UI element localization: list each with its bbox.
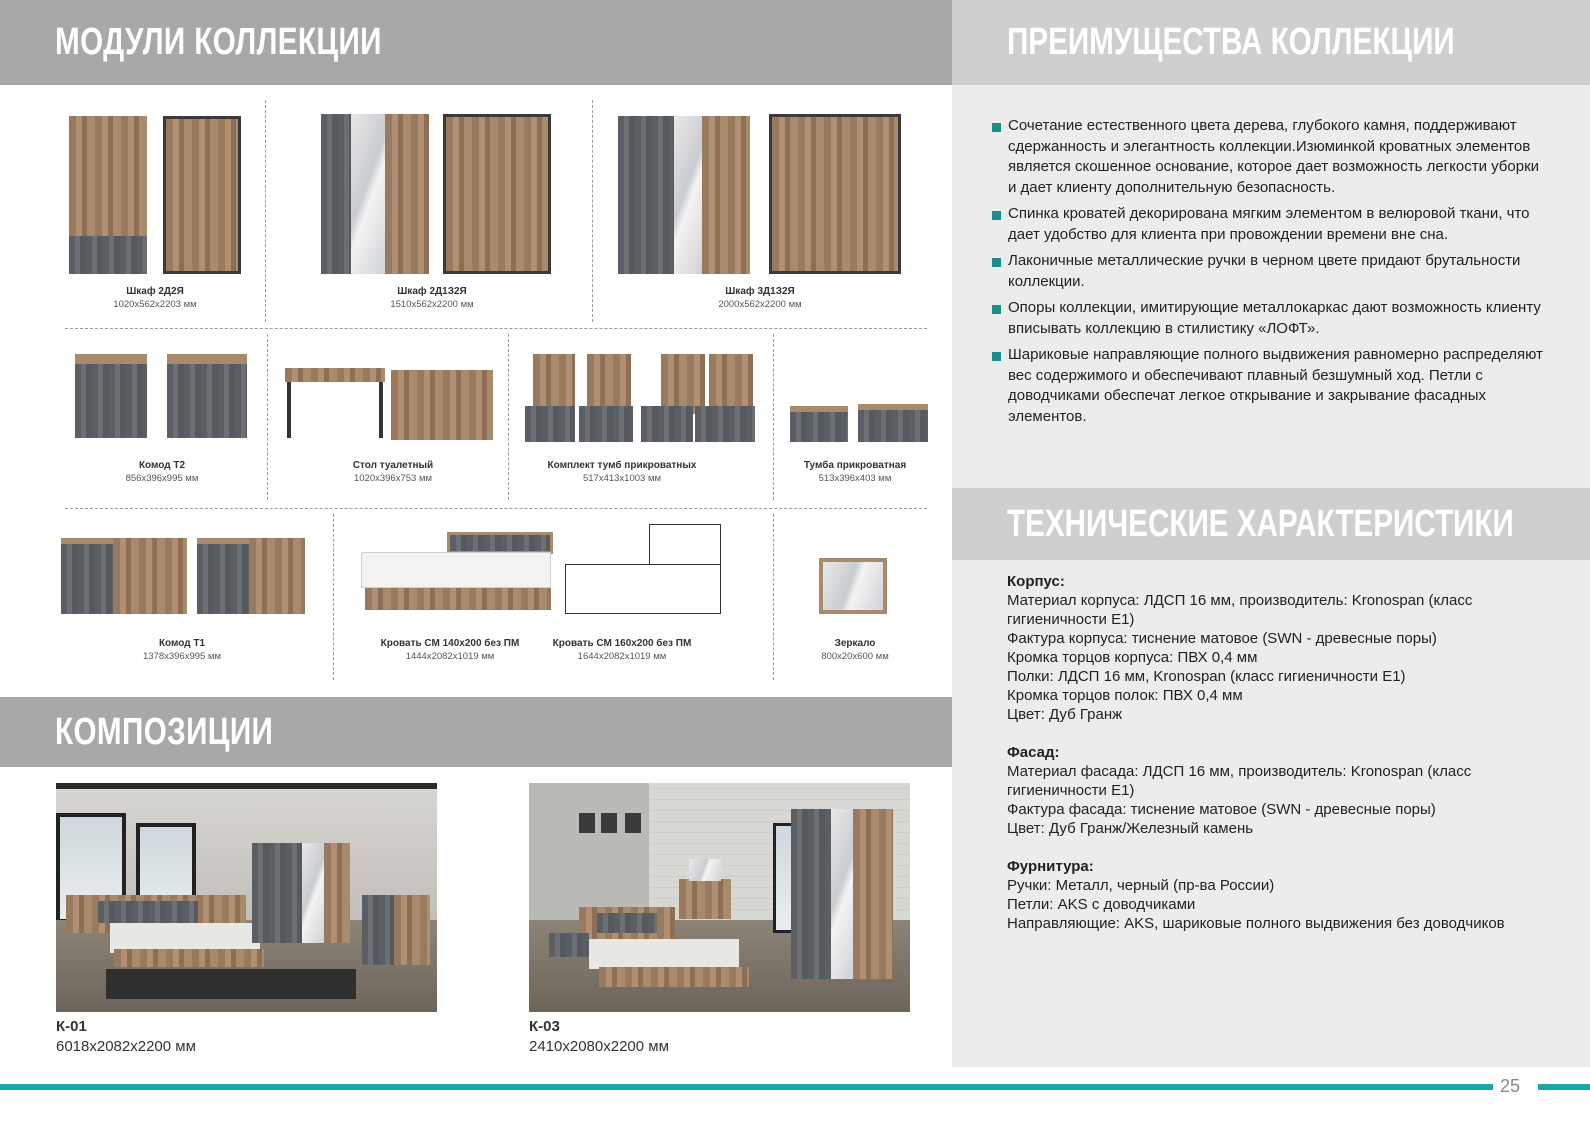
bed-headboard-image	[447, 532, 553, 554]
col-divider	[508, 334, 509, 500]
modules-header: МОДУЛИ КОЛЛЕКЦИИ	[0, 0, 952, 85]
advantage-item: Спинка кроватей декорирована мягким элементом в велюровой ткани, что дает удобство для клиента при провождении времени вне сна.	[990, 204, 1550, 245]
module-card	[537, 638, 707, 662]
modules-grid	[55, 98, 927, 688]
dresser-t2-image	[75, 354, 147, 438]
row-divider	[65, 328, 927, 329]
composition-label: К-03	[529, 1018, 560, 1035]
footer-accent-line	[0, 1084, 1493, 1090]
page-number: 25	[1500, 1076, 1521, 1096]
col-divider	[333, 514, 334, 680]
bullet-icon	[992, 258, 1001, 267]
spec-line: Материал фасада: ЛДСП 16 мм, производитель: Kronospan (класс гигиеничности Е1)	[1007, 763, 1472, 799]
wardrobe-3d1z2ya-image	[618, 116, 674, 274]
module-card	[323, 460, 463, 484]
module-dims: 856x396x995 мм	[125, 473, 199, 484]
vanity-table-image	[285, 368, 385, 382]
module-card	[117, 638, 247, 662]
bullet-icon	[992, 305, 1001, 314]
col-divider	[267, 334, 268, 500]
bed-mattress-image	[361, 552, 551, 588]
col-divider	[773, 334, 774, 500]
module-dims: 1020x396x753 мм	[353, 473, 433, 484]
bed-base-image	[365, 588, 551, 610]
module-name: Кровать СМ 140х200 без ПМ	[380, 638, 520, 649]
nightstand-set-image	[709, 354, 753, 414]
dresser-t1-open-image	[113, 538, 187, 614]
module-dims: 1510x562x2200 мм	[390, 299, 474, 310]
nightstand-set-image	[661, 354, 705, 414]
spec-line: Фактура фасада: тиснение матовое (SWN - древесные поры)	[1007, 801, 1436, 818]
module-card	[790, 460, 920, 484]
spec-line: Фактура корпуса: тиснение матовое (SWN - древесные поры)	[1007, 630, 1437, 647]
spec-line: Цвет: Дуб Гранж/Железный камень	[1007, 820, 1254, 837]
nightstand-image	[695, 406, 755, 442]
spec-line: Кромка торцов корпуса: ПВХ 0,4 мм	[1007, 649, 1258, 666]
dresser-t2-open-image	[167, 354, 247, 438]
mirror-door-image	[674, 116, 702, 274]
advantage-item: Сочетание естественного цвета дерева, глубокого камня, поддерживают сдержанность и элегантность коллекции.Изюминкой кроватных элементов является скошенное основание, которое дает возможность легкости уборки и дает клиенту дополнительную безопасность.	[990, 116, 1550, 198]
furnitura-title: Фурнитура:	[1007, 858, 1094, 875]
module-card	[365, 638, 535, 662]
spec-line: Полки: ЛДСП 16 мм, Kronospan (класс гигиеничности Е1)	[1007, 668, 1406, 685]
bullet-icon	[992, 123, 1001, 132]
footer-accent-line	[1538, 1084, 1590, 1090]
module-name: Комод Т1	[158, 638, 206, 649]
composition-dims: 2410x2080x2200 мм	[529, 1038, 669, 1055]
module-card	[90, 286, 220, 310]
wardrobe-open-image	[443, 114, 551, 274]
spec-line: Петли: AKS с доводчиками	[1007, 896, 1196, 913]
bedside-table-open-image	[858, 404, 928, 442]
module-dims: 1644x2082x1019 мм	[577, 651, 667, 662]
spec-line: Направляющие: AKS, шариковые полного выдвижения без доводчиков	[1007, 915, 1505, 932]
module-name: Кровать СМ 160х200 без ПМ	[552, 638, 692, 649]
wardrobe-2d2ya-image	[69, 116, 147, 236]
bullet-icon	[992, 211, 1001, 220]
tech-specs	[1007, 572, 1567, 933]
module-name: Зеркало	[834, 638, 876, 649]
module-card	[695, 286, 825, 310]
module-card	[790, 638, 920, 662]
col-divider	[265, 100, 266, 322]
tech-header: ТЕХНИЧЕСКИЕ ХАРАКТЕРИСТИКИ	[952, 488, 1590, 560]
mirror-door-image	[351, 114, 385, 274]
module-dims: 513x396x403 мм	[818, 473, 892, 484]
module-name: Комплект тумб прикроватных	[547, 460, 697, 471]
module-dims: 1444x2082x1019 мм	[405, 651, 495, 662]
composition-k01-photo	[56, 783, 437, 1012]
advantages-list	[990, 116, 1550, 433]
module-name: Шкаф 2Д1З2Я	[397, 286, 467, 297]
module-name: Шкаф 2Д2Я	[126, 286, 184, 297]
table-leg	[379, 382, 383, 438]
col-divider	[592, 100, 593, 322]
bed-frame-slats-drawing	[565, 564, 721, 614]
bullet-icon	[992, 352, 1001, 361]
col-divider	[773, 514, 774, 680]
bedside-table-image	[790, 406, 848, 442]
wardrobe-open-image	[769, 114, 901, 274]
row-divider	[65, 508, 927, 509]
korpus-title: Корпус:	[1007, 573, 1065, 590]
vanity-table-open-image	[391, 370, 493, 440]
advantage-item: Лаконичные металлические ручки в черном цвете придают брутальности коллекции.	[990, 251, 1550, 292]
composition-dims: 6018x2082x2200 мм	[56, 1038, 196, 1055]
module-name: Шкаф 3Д1З2Я	[725, 286, 795, 297]
module-card	[367, 286, 497, 310]
spec-line: Материал корпуса: ЛДСП 16 мм, производитель: Kronospan (класс гигиеничности Е1)	[1007, 592, 1473, 628]
module-card	[97, 460, 227, 484]
spec-line: Ручки: Металл, черный (пр-ва России)	[1007, 877, 1275, 894]
module-card	[547, 460, 697, 484]
module-name: Тумба прикроватная	[803, 460, 907, 471]
module-name: Комод Т2	[138, 460, 186, 471]
advantage-item: Шариковые направляющие полного выдвижения равномерно распределяют вес содержимого и обеспечивают плавный безшумный ход. Петли с доводчиками обеспечат легкое открывание и закрывание фасадных элементов.	[990, 345, 1550, 427]
wood-door-image	[385, 114, 429, 274]
spec-line: Кромка торцов полок: ПВХ 0,4 мм	[1007, 687, 1243, 704]
table-leg	[287, 382, 291, 438]
mirror-image	[819, 558, 887, 614]
advantage-item: Опоры коллекции, имитирующие металлокаркас дают возможность клиенту вписывать коллекцию в стилистику «ЛОФТ».	[990, 298, 1550, 339]
nightstand-image	[579, 406, 633, 442]
module-dims: 2000x562x2200 мм	[718, 299, 802, 310]
advantages-header: ПРЕИМУЩЕСТВА КОЛЛЕКЦИИ	[952, 0, 1590, 85]
module-dims: 800x20x600 мм	[821, 651, 889, 662]
wood-door-image	[702, 116, 750, 274]
module-dims: 1020x562x2203 мм	[113, 299, 197, 310]
module-dims: 1378x396x995 мм	[142, 651, 222, 662]
nightstand-set-image	[533, 354, 575, 414]
compositions-header: КОМПОЗИЦИИ	[0, 697, 952, 767]
nightstand-set-image	[587, 354, 631, 414]
nightstand-image	[525, 406, 575, 442]
wardrobe-open-image	[163, 116, 241, 274]
dresser-t1-wood-image	[249, 538, 305, 614]
spec-line: Цвет: Дуб Гранж	[1007, 706, 1123, 723]
composition-k03-photo	[529, 783, 910, 1012]
composition-label: К-01	[56, 1018, 87, 1035]
nightstand-image	[641, 406, 693, 442]
module-name: Стол туалетный	[352, 460, 434, 471]
module-dims: 517x413x1003 мм	[582, 473, 662, 484]
wardrobe-drawers-image	[69, 236, 147, 274]
fasad-title: Фасад:	[1007, 744, 1060, 761]
dresser-t1-closed-image	[197, 538, 249, 614]
dresser-t1-image	[61, 538, 113, 614]
